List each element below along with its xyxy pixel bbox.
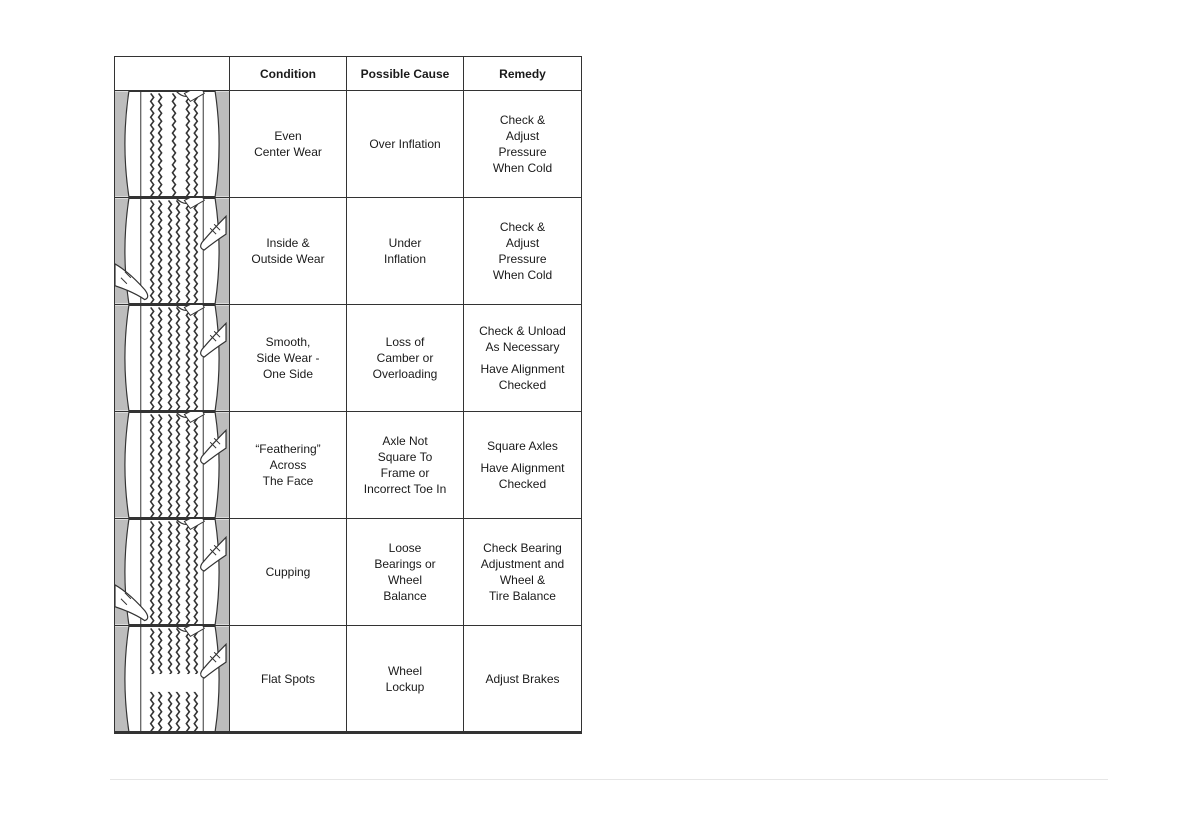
table-row [115,519,581,626]
remedy-cell [464,412,581,518]
remedy-cell [464,519,581,625]
footer-divider [110,779,1108,780]
remedy-text: Adjust Brakes [485,671,560,686]
tire-center-wear-icon [115,91,229,197]
possible-cause-cell: Under Inflation [347,198,464,304]
condition-cell: Flat Spots [230,626,347,731]
table-row [115,412,581,519]
tire-cupping-icon [115,519,229,625]
tire-illustration-cell [115,519,230,625]
tire-illustration-cell [115,626,230,731]
tire-side-wear-icon [115,305,229,411]
condition-cell: Inside & Outside Wear [230,198,347,304]
remedy-text: Check & Adjust Pressure When Cold [492,113,553,175]
tire-illustration-cell [115,198,230,304]
table-row [115,305,581,412]
possible-cause-cell: Wheel Lockup [347,626,464,731]
tire-illustration-cell [115,412,230,518]
remedy-text: Have Alignment Checked [480,362,565,392]
remedy-text: Square Axles [487,439,558,453]
remedy-cell [464,626,581,731]
tire-illustration-cell [115,91,230,197]
possible-cause-cell: Over Inflation [347,91,464,197]
header-image-cell [115,57,230,90]
tire-edge-wear-icon [115,198,229,304]
condition-cell: Smooth, Side Wear - One Side [230,305,347,411]
tire-feathering-icon [115,412,229,518]
remedy-cell [464,305,581,411]
table-row [115,198,581,305]
tire-flat-spot-icon [115,626,229,731]
condition-cell: Even Center Wear [230,91,347,197]
remedy-cell [464,198,581,304]
table-header [115,57,581,91]
header-condition: Condition [230,57,347,90]
possible-cause-cell: Loss of Camber or Overloading [347,305,464,411]
remedy-text: Check & Adjust Pressure When Cold [492,220,553,282]
table-row [115,91,581,198]
table-row [115,626,581,733]
header-possible-cause: Possible Cause [347,57,464,90]
remedy-text: Check & Unload As Necessary [479,324,566,354]
tire-wear-table [114,56,582,734]
remedy-cell [464,91,581,197]
condition-cell: “Feathering” Across The Face [230,412,347,518]
tire-illustration-cell [115,305,230,411]
header-remedy: Remedy [499,66,546,81]
possible-cause-cell: Loose Bearings or Wheel Balance [347,519,464,625]
possible-cause-cell: Axle Not Square To Frame or Incorrect Toe In [347,412,464,518]
condition-cell: Cupping [230,519,347,625]
remedy-text: Check Bearing Adjustment and Wheel & Tire Balance [480,541,565,603]
remedy-text: Have Alignment Checked [480,461,565,491]
